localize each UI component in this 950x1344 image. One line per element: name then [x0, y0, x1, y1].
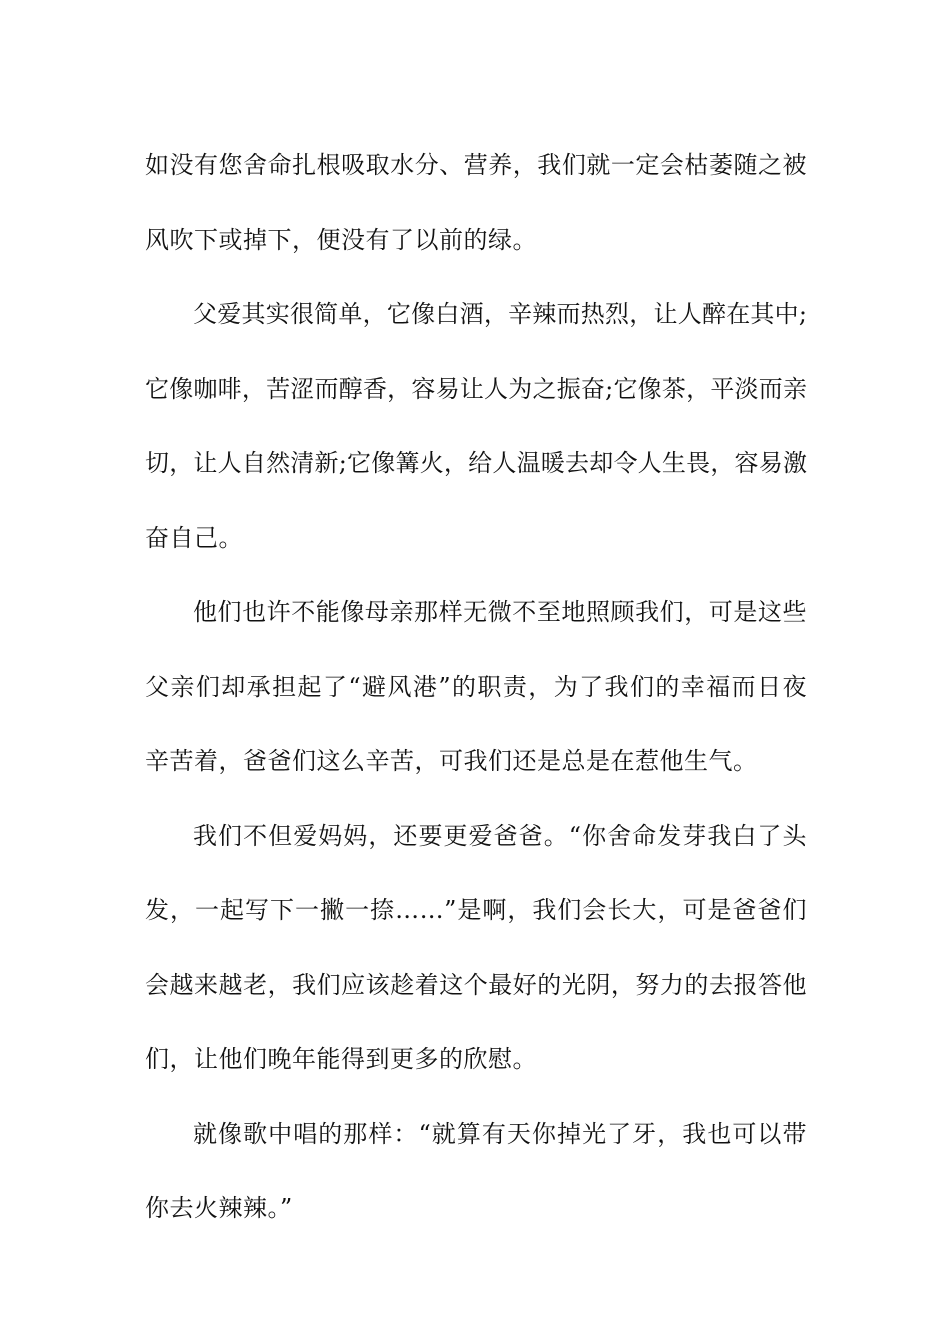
paragraph-line: 发，一起写下一撇一捺……”是啊，我们会长大，可是爸爸们 [145, 896, 807, 924]
paragraph-line: 会越来越老，我们应该趁着这个最好的光阴，努力的去报答他 [145, 970, 807, 999]
paragraph-3 [145, 575, 807, 799]
paragraph-line: 如没有您舍命扎根吸取水分、营养，我们就一定会枯萎随之被 [145, 151, 807, 179]
paragraph-line: 他们也许不能像母亲那样无微不至地照顾我们，可是这些 [193, 598, 807, 626]
paragraph-line: 切，让人自然清新;它像篝火，给人温暖去却令人生畏，容易激 [145, 449, 807, 477]
paragraph-line: 父亲们却承担起了“避风港”的职责，为了我们的幸福而日夜 [145, 672, 807, 701]
paragraph-4 [145, 799, 807, 1097]
paragraph-line: 你去火辣辣。” [145, 1194, 293, 1222]
paragraph-line: 它像咖啡，苦涩而醇香，容易让人为之振奋;它像茶，平淡而亲 [145, 374, 807, 403]
paragraph-1 [145, 128, 807, 277]
paragraph-5 [145, 1097, 807, 1246]
document-body [145, 128, 807, 1246]
paragraph-line: 我们不但爱妈妈，还要更爱爸爸。“你舍命发芽我白了头 [193, 821, 807, 850]
paragraph-2 [145, 277, 807, 575]
paragraph-line: 辛苦着，爸爸们这么辛苦，可我们还是总是在惹他生气。 [145, 747, 758, 775]
paragraph-line: 风吹下或掉下，便没有了以前的绿。 [145, 225, 537, 254]
paragraph-line: 父爱其实很简单，它像白酒，辛辣而热烈，让人醉在其中; [193, 300, 807, 328]
paragraph-line: 就像歌中唱的那样：“就算有天你掉光了牙，我也可以带 [193, 1119, 807, 1148]
paragraph-line: 们，让他们晚年能得到更多的欣慰。 [145, 1045, 537, 1073]
paragraph-line: 奋自己。 [145, 523, 243, 552]
